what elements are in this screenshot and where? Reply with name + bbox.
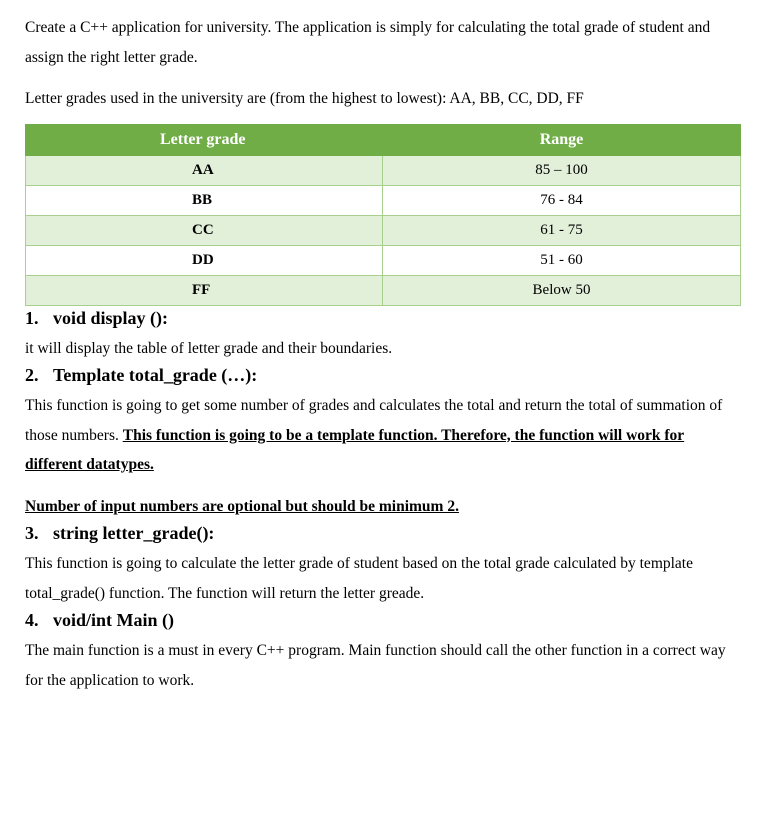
section-4-number: 4.: [25, 610, 39, 630]
section-2-number: 2.: [25, 365, 39, 385]
letter-cell: AA: [26, 155, 383, 185]
section-4-heading: [25, 608, 741, 632]
section-1-body: it will display the table of letter grade and their boundaries.: [25, 339, 393, 357]
table-row: [26, 275, 741, 305]
section-3-body: This function is going to calculate the letter grade of student based on the total grade calculated by template total_grade() function. The function will return the letter greade.: [25, 555, 693, 602]
section-2-body-text: This function is going to get some number of grades and calculates the total and return the total of summation of those numbers.: [25, 397, 723, 444]
range-cell: 85 – 100: [383, 155, 741, 185]
table-row: [26, 245, 741, 275]
document-page: [25, 0, 741, 695]
range-cell: 61 - 75: [383, 215, 741, 245]
table-header-row: [26, 124, 741, 155]
letter-cell: BB: [26, 185, 383, 215]
range-cell: 51 - 60: [383, 245, 741, 275]
header-range: Range: [383, 124, 741, 155]
letter-cell: FF: [26, 275, 383, 305]
header-letter-grade: Letter grade: [26, 124, 383, 155]
section-2-title: Template total_grade (…):: [53, 365, 258, 385]
intro-paragraph: Create a C++ application for university. The application is simply for calculating the total grade of student and assign the right letter grade.: [25, 19, 711, 66]
section-2-note: Number of input numbers are optional but should be minimum 2.: [25, 497, 459, 515]
letter-grades-line: Letter grades used in the university are (from the highest to lowest): AA, BB, CC, DD, FF: [25, 90, 584, 107]
table-row: [26, 215, 741, 245]
section-1-number: 1.: [25, 307, 39, 328]
range-cell: 76 - 84: [383, 185, 741, 215]
section-3-heading: [25, 521, 741, 545]
section-3-title: string letter_grade():: [53, 523, 215, 543]
section-1-heading: [25, 306, 741, 330]
section-4-body: The main function is a must in every C++ program. Main function should call the other function in a correct way for the application to work.: [25, 642, 726, 689]
letter-cell: CC: [26, 215, 383, 245]
section-3-number: 3.: [25, 523, 39, 543]
table-row: [26, 155, 741, 185]
letter-grade-table: [25, 124, 741, 306]
letter-cell: DD: [26, 245, 383, 275]
range-cell: Below 50: [383, 275, 741, 305]
section-2-body-emphasis: This function is going to be a template function. Therefore, the function will work for different datatypes.: [25, 426, 685, 473]
section-2-body: [25, 391, 741, 480]
section-4-title: void/int Main (): [53, 610, 175, 630]
section-1-title: void display ():: [53, 307, 169, 328]
table-row: [26, 185, 741, 215]
section-2-heading: [25, 363, 741, 387]
